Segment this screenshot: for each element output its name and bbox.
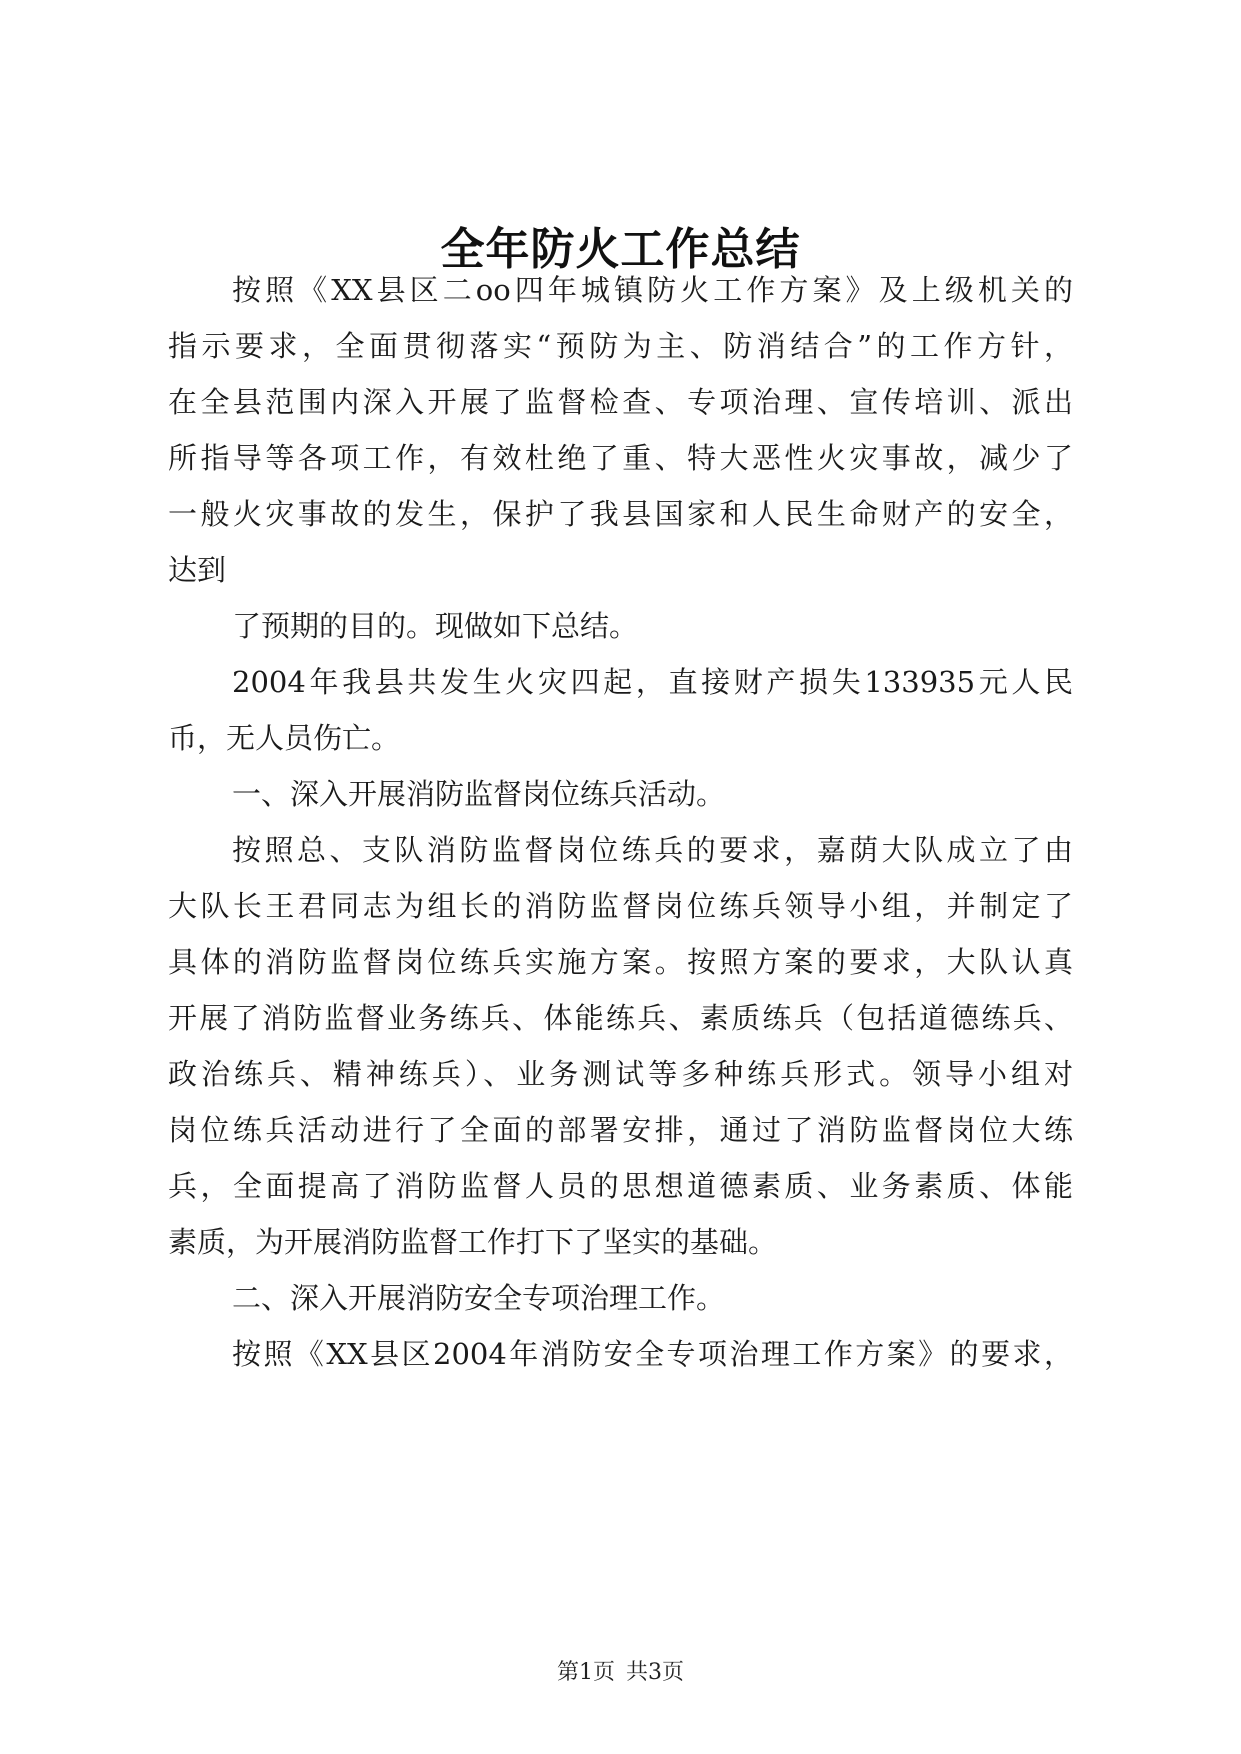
- text-line: 所指导等各项工作，有效杜绝了重、特大恶性火灾事故，减少了: [168, 441, 1073, 475]
- text-line: 按照《XX县区二oo四年城镇防火工作方案》及上级机关的: [232, 273, 1073, 307]
- text-line: 开展了消防监督业务练兵、体能练兵、素质练兵（包括道德练兵、: [168, 1001, 1073, 1035]
- text-line: 达到: [168, 553, 227, 587]
- text-line: 兵，全面提高了消防监督人员的思想道德素质、业务素质、体能: [168, 1169, 1073, 1203]
- text-line: 大队长王君同志为组长的消防监督岗位练兵领导小组，并制定了: [168, 889, 1073, 923]
- text-line: 在全县范围内深入开展了监督检查、专项治理、宣传培训、派出: [168, 385, 1073, 419]
- section-heading: 一、深入开展消防监督岗位练兵活动。: [232, 777, 726, 811]
- text-line: 岗位练兵活动进行了全面的部署安排，通过了消防监督岗位大练: [168, 1113, 1073, 1147]
- page-footer: [0, 1658, 1241, 1688]
- text-line: 币，无人员伤亡。: [168, 721, 401, 755]
- text-line: 按照总、支队消防监督岗位练兵的要求，嘉荫大队成立了由: [232, 833, 1073, 867]
- document-title: 全年防火工作总结: [440, 224, 801, 275]
- page-number: 第1页: [557, 1660, 615, 1685]
- text-line: 一般火灾事故的发生，保护了我县国家和人民生命财产的安全，: [168, 497, 1073, 531]
- text-line: 了预期的目的。现做如下总结。: [232, 609, 639, 643]
- text-line: 具体的消防监督岗位练兵实施方案。按照方案的要求，大队认真: [168, 945, 1073, 979]
- text-line: 指示要求，全面贯彻落实“预防为主、防消结合”的工作方针，: [168, 329, 1073, 363]
- text-line: 素质，为开展消防监督工作打下了坚实的基础。: [168, 1225, 778, 1259]
- section-heading: 二、深入开展消防安全专项治理工作。: [232, 1281, 726, 1315]
- page-total: 共3页: [626, 1660, 684, 1685]
- text-line: 按照《XX县区2004年消防安全专项治理工作方案》的要求，: [232, 1337, 1073, 1371]
- text-line: 政治练兵、精神练兵）、业务测试等多种练兵形式。领导小组对: [168, 1057, 1073, 1091]
- text-line: 2004年我县共发生火灾四起，直接财产损失133935元人民: [232, 665, 1073, 699]
